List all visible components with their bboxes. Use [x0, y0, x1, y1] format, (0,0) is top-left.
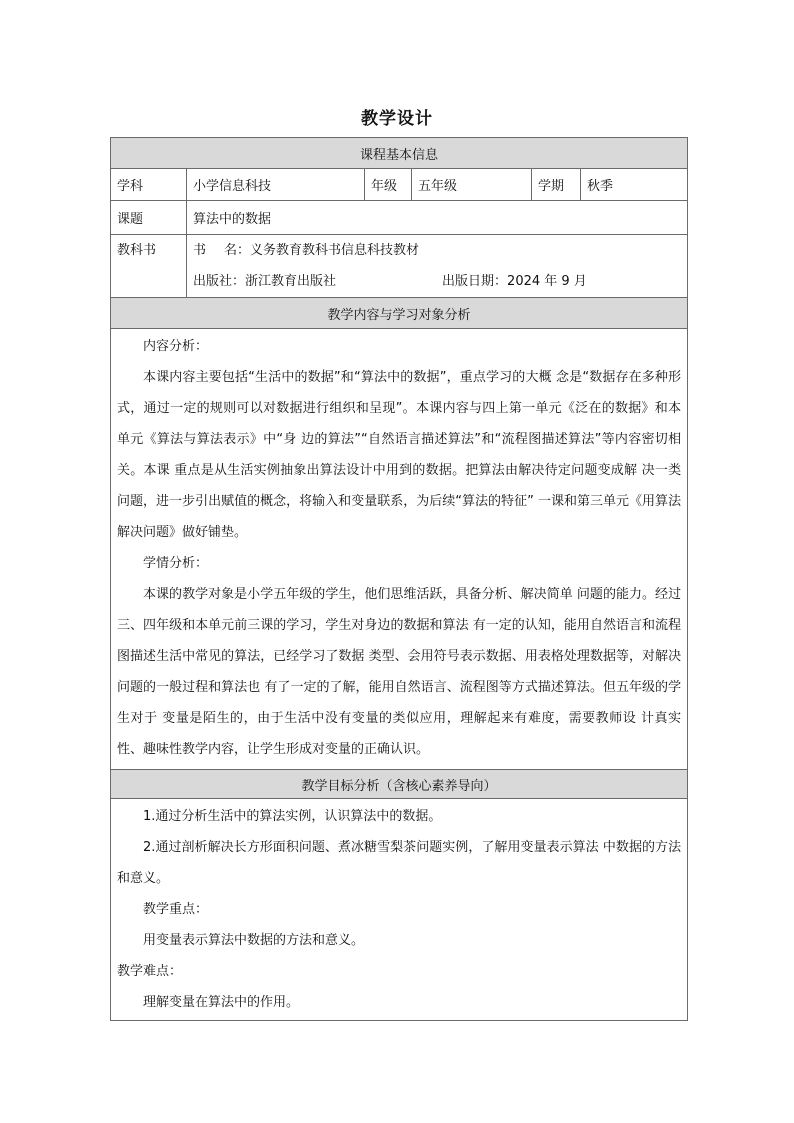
grade-value: 五年级 — [412, 169, 532, 201]
lesson-plan-table — [110, 137, 688, 1021]
section-header-objectives: 教学目标分析（含核心素养导向） — [111, 770, 688, 799]
pub-date-value: 2024 年 9 月 — [507, 274, 587, 289]
grade-label: 年级 — [365, 169, 412, 201]
section-header-analysis: 教学内容与学习对象分析 — [111, 298, 688, 329]
page-title: 教学设计 — [361, 109, 433, 129]
term-value: 秋季 — [581, 169, 688, 201]
subject-value: 小学信息科技 — [187, 169, 365, 201]
difficulty-heading: 教学难点： — [117, 964, 183, 979]
objective-item-2: 2.通过剖析解决长方形面积问题、煮冰糖雪梨茶问题实例，了解用变量表示算法 中数据的方法和意义。 — [117, 840, 682, 886]
publisher-label: 出版社： — [193, 274, 246, 289]
key-points-text: 用变量表示算法中数据的方法和意义。 — [143, 933, 365, 948]
book-name-value: 义务教育教科书信息科技教材 — [250, 243, 420, 258]
textbook-label — [111, 235, 187, 298]
section-header-basic-info: 课程基本信息 — [111, 138, 688, 169]
book-name-label: 书 — [193, 243, 207, 258]
key-points-heading: 教学重点： — [143, 902, 209, 917]
publisher-value: 浙江教育出版社 — [245, 274, 337, 289]
term-label: 学期 — [532, 169, 581, 201]
analysis-content — [111, 329, 688, 770]
difficulty-text: 理解变量在算法中的作用。 — [143, 995, 300, 1010]
textbook-label-text: 教科书 — [117, 243, 157, 258]
book-name-label-2: 名： — [224, 243, 251, 258]
content-analysis-text: 本课内容主要包括“生活中的数据”和“算法中的数据”，重点学习的大概 念是“数据存在多种形式，通过一定的规则可以对数据进行组织和呈现”。本课内容与四上第一单元《泛在的数据》和本单元《算法与算法表示》中“身 边的算法”“自然语言描述算法”和“流程图描述算法”等内容密切相关。本课 重点是从生活实例抽象出算法设计中用到的数据。把算法由解决待定问题变成解 决一类问题，进一步引出赋值的概念，将输入和变量联系，为后续“算法的特征” 一课和第三单元《用算法解决问题》做好铺垫。 — [117, 370, 682, 540]
topic-label: 课题 — [111, 201, 187, 235]
textbook-info — [187, 235, 688, 298]
objective-item-1: 1.通过分析生活中的算法实例，认识算法中的数据。 — [143, 809, 442, 824]
publisher-line — [193, 266, 681, 297]
pub-date-label: 出版日期： — [442, 274, 508, 289]
subject-label: 学科 — [111, 169, 187, 201]
topic-value: 算法中的数据 — [187, 201, 688, 235]
objectives-content — [111, 799, 688, 1021]
content-analysis-heading: 内容分析： — [143, 339, 209, 354]
book-name-line — [193, 235, 681, 266]
learner-analysis-text: 本课的教学对象是小学五年级的学生，他们思维活跃，具备分析、解决简单 问题的能力。经过三、四年级和本单元前三课的学习，学生对身边的数据和算法 有一定的认知，能用自然语言和流程图描述生活中常见的算法，已经学习了数据 类型、会用符号表示数据、用表格处理数据等，对解决问题的一般过程和算法也 有了一定的了解，能用自然语言、流程图等方式描述算法。但五年级的学生对于 变量是陌生的，由于生活中没有变量的类似应用，理解起来有难度，需要教师设 计真实性、趣味性教学内容，让学生形成对变量的正确认识。 — [117, 587, 682, 757]
learner-analysis-heading: 学情分析： — [143, 556, 209, 571]
